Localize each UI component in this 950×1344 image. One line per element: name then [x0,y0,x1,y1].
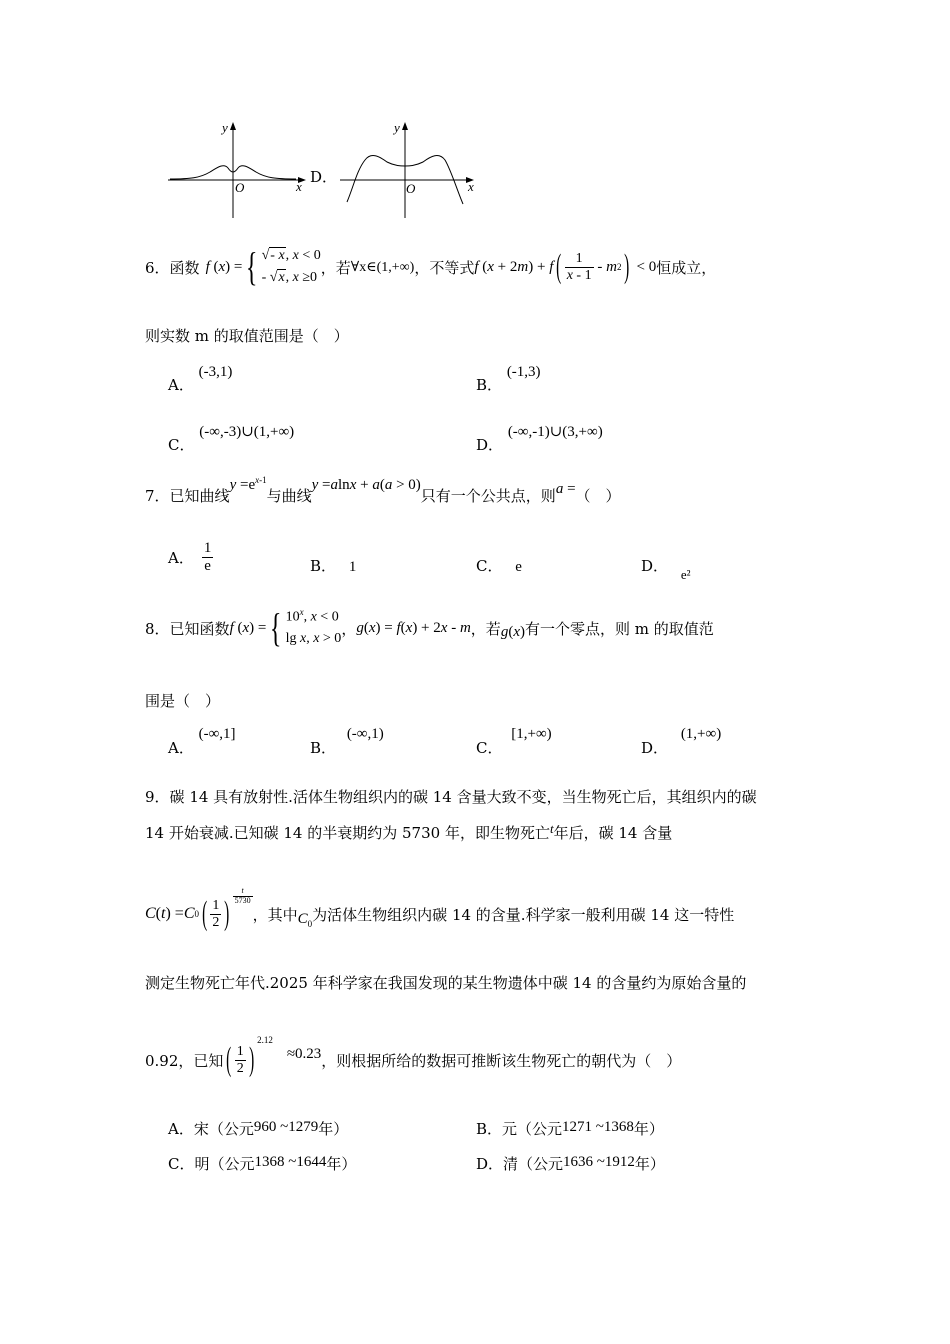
q6-function-def: f ( x ) = { √- x, x < 0 - √x, x ≥0 [205,244,321,289]
option-value: 1 [348,559,357,575]
option-year-range: 960 ~1279 [253,1119,319,1135]
q6-option-d[interactable] [476,420,603,454]
q9-given-power: ( $\frac{1}{2}$ ) 2.12 ≈0.23 [226,1035,322,1078]
q7-curve1: $y =e^{x-1}$ [229,475,267,493]
question-7-number: 7． [145,487,170,505]
question-9-line1 [145,786,757,807]
q8-option-d[interactable] [641,722,722,757]
question-9-line2a: 14 开始衰减.已知碳 14 的半衰期约为 5730 年，即生物死亡 [145,824,550,842]
question-6-ruo: ，若 [320,258,351,277]
option-label: D． [641,557,669,575]
option-text: 年） [634,1155,665,1173]
x-axis-label: x [468,179,474,194]
option-label: A． [168,376,194,394]
question-9-line1-text: 碳 14 具有放射性.活体生物组织内的碳 14 含量大致不变，当生物死亡后，其组织内的碳 [169,788,757,806]
option-label: C． [476,557,503,575]
question-8-tail: 有一个零点，则 m 的取值范 [524,619,714,638]
option-text: 年） [326,1155,357,1173]
question-6-tail: 恒成立， [656,258,717,277]
question-9-line2b: 年后，碳 14 含量 [553,824,673,842]
question-9-line5b: ，则根据所给的数据可推断该生物死亡的朝代为（ ） [321,1051,682,1070]
option-text: 年） [318,1120,349,1138]
option-text: 明（公元 [194,1155,255,1173]
option-label: C． [476,739,503,757]
question-7-line1 [145,475,621,506]
x-axis-label: x [296,179,302,194]
option-value: (-∞,-3)∪(1,+∞) [199,424,295,440]
question-7-p2: 与曲线 [266,487,312,505]
option-value: (-1,3) [506,364,541,380]
q8-function-def: f ( x ) = { 10$^x$, x < 0 lg x, x > 0 [229,605,342,650]
option-text: 宋（公元 [193,1120,254,1138]
question-9-line5a: 0.92，已知 [145,1051,224,1070]
question-8-line2: 围是（ ） [145,692,221,710]
option-value: (-∞,-1)∪(3,+∞) [507,424,603,440]
option-value: (-∞,1) [346,726,384,742]
y-axis-label: y [222,120,228,135]
option-value-fraction: $\frac{1}{e}$ [203,540,212,574]
option-text: 元（公元 [502,1120,563,1138]
option-value: e² [680,567,691,582]
graph-option-c [160,118,310,223]
q6-option-c[interactable] [168,420,295,454]
option-year-range: 1636 ~1912 [563,1154,635,1170]
option-label: D． [641,739,669,757]
option-value: (1,+∞) [680,726,722,742]
option-year-range: 1271 ~1368 [562,1119,634,1135]
option-label: A． [168,548,194,567]
q6-inequality: f ( x + 2 m ) + f ( $\frac{1}{x - 1}$ - m 2 ) < 0 [474,248,657,285]
question-8-ruo: ，若 [470,619,501,638]
option-value: (-3,1) [198,364,233,380]
q9-option-c[interactable] [168,1153,356,1174]
option-label: B． [310,557,337,575]
q8-option-a[interactable] [168,722,236,757]
option-label: B． [476,376,503,394]
q9-option-a[interactable] [168,1118,348,1139]
option-value: e [515,559,522,575]
question-6-lead: 函数 [169,258,200,277]
question-9-line3a: ，其中 [252,905,298,924]
origin-label: O [406,181,416,196]
q9-c0-symbol: $C_0$ [297,911,313,929]
question-7-p3: 只有一个公共点，则 [420,487,556,505]
q7-option-c[interactable] [476,555,522,576]
question-9-line4: 测定生物死亡年代.2025 年科学家在我国发现的某生物遗体中碳 14 的含量约为原始含量的 [145,974,747,992]
question-7-p1: 已知曲线 [169,487,230,505]
option-text: 清（公元 [503,1155,564,1173]
y-axis-label: y [394,120,400,135]
q8-option-b[interactable] [310,722,384,757]
question-7-p4: （ ） [575,487,621,505]
q8-option-c[interactable] [476,722,552,757]
q9-option-d[interactable] [476,1153,665,1174]
origin-label: O [235,180,245,195]
option-d-label: D． [310,168,338,186]
q7-option-b[interactable] [310,555,356,576]
q6-option-a[interactable] [168,360,233,394]
question-8-lead: 已知函数 [169,619,230,638]
question-8-number: 8． [145,619,170,638]
q6-option-b[interactable] [476,360,541,394]
question-9-line3b: 为活体生物组织内碳 14 的含量.科学家一般利用碳 14 这一特性 [312,905,735,924]
option-label: A． [168,739,194,757]
option-label: B． [310,739,337,757]
q8-g-def: g(x) = f(x) + 2x - m [356,619,471,636]
question-9-line2 [145,822,672,843]
option-text: 年） [633,1120,664,1138]
q9-decay-formula: C ( t ) = C 0 ( $\frac{1}{2}$ ) $\frac{t}{5730}$ [145,885,251,932]
q6-forall-condition: ∀x∈(1,+∞) [350,259,415,275]
option-label: D． [476,1155,504,1173]
q7-a-equals: a = [555,481,576,497]
question-8-line1 [145,600,714,656]
q9-t-symbol: t [549,821,554,836]
question-6-line1 [145,240,716,294]
graph-option-d [335,118,480,223]
q7-option-d[interactable] [641,555,691,582]
question-9-line5 [145,1030,681,1090]
question-9-line3 [145,884,734,944]
question-6-line2: 则实数 m 的取值范围是（ ） [145,327,349,345]
option-value: (-∞,1] [198,726,236,742]
q9-option-b[interactable] [476,1118,664,1139]
option-label: A． [168,1120,194,1138]
question-6-ineq-lead: ，不等式 [414,258,475,277]
q7-option-a[interactable] [168,540,213,574]
option-label: B． [476,1120,503,1138]
q7-curve2: y =alnx + a(a > 0) [311,477,421,493]
q8-g-symbol: g(x) [500,623,525,640]
option-label: C． [168,1155,195,1173]
question-8-comma: ， [341,619,357,638]
option-value: [1,+∞) [511,726,552,742]
option-label: C． [168,436,195,454]
question-6-number: 6． [145,258,170,277]
option-label: D． [476,436,504,454]
option-year-range: 1368 ~1644 [254,1154,327,1170]
question-9-number: 9． [145,788,170,806]
